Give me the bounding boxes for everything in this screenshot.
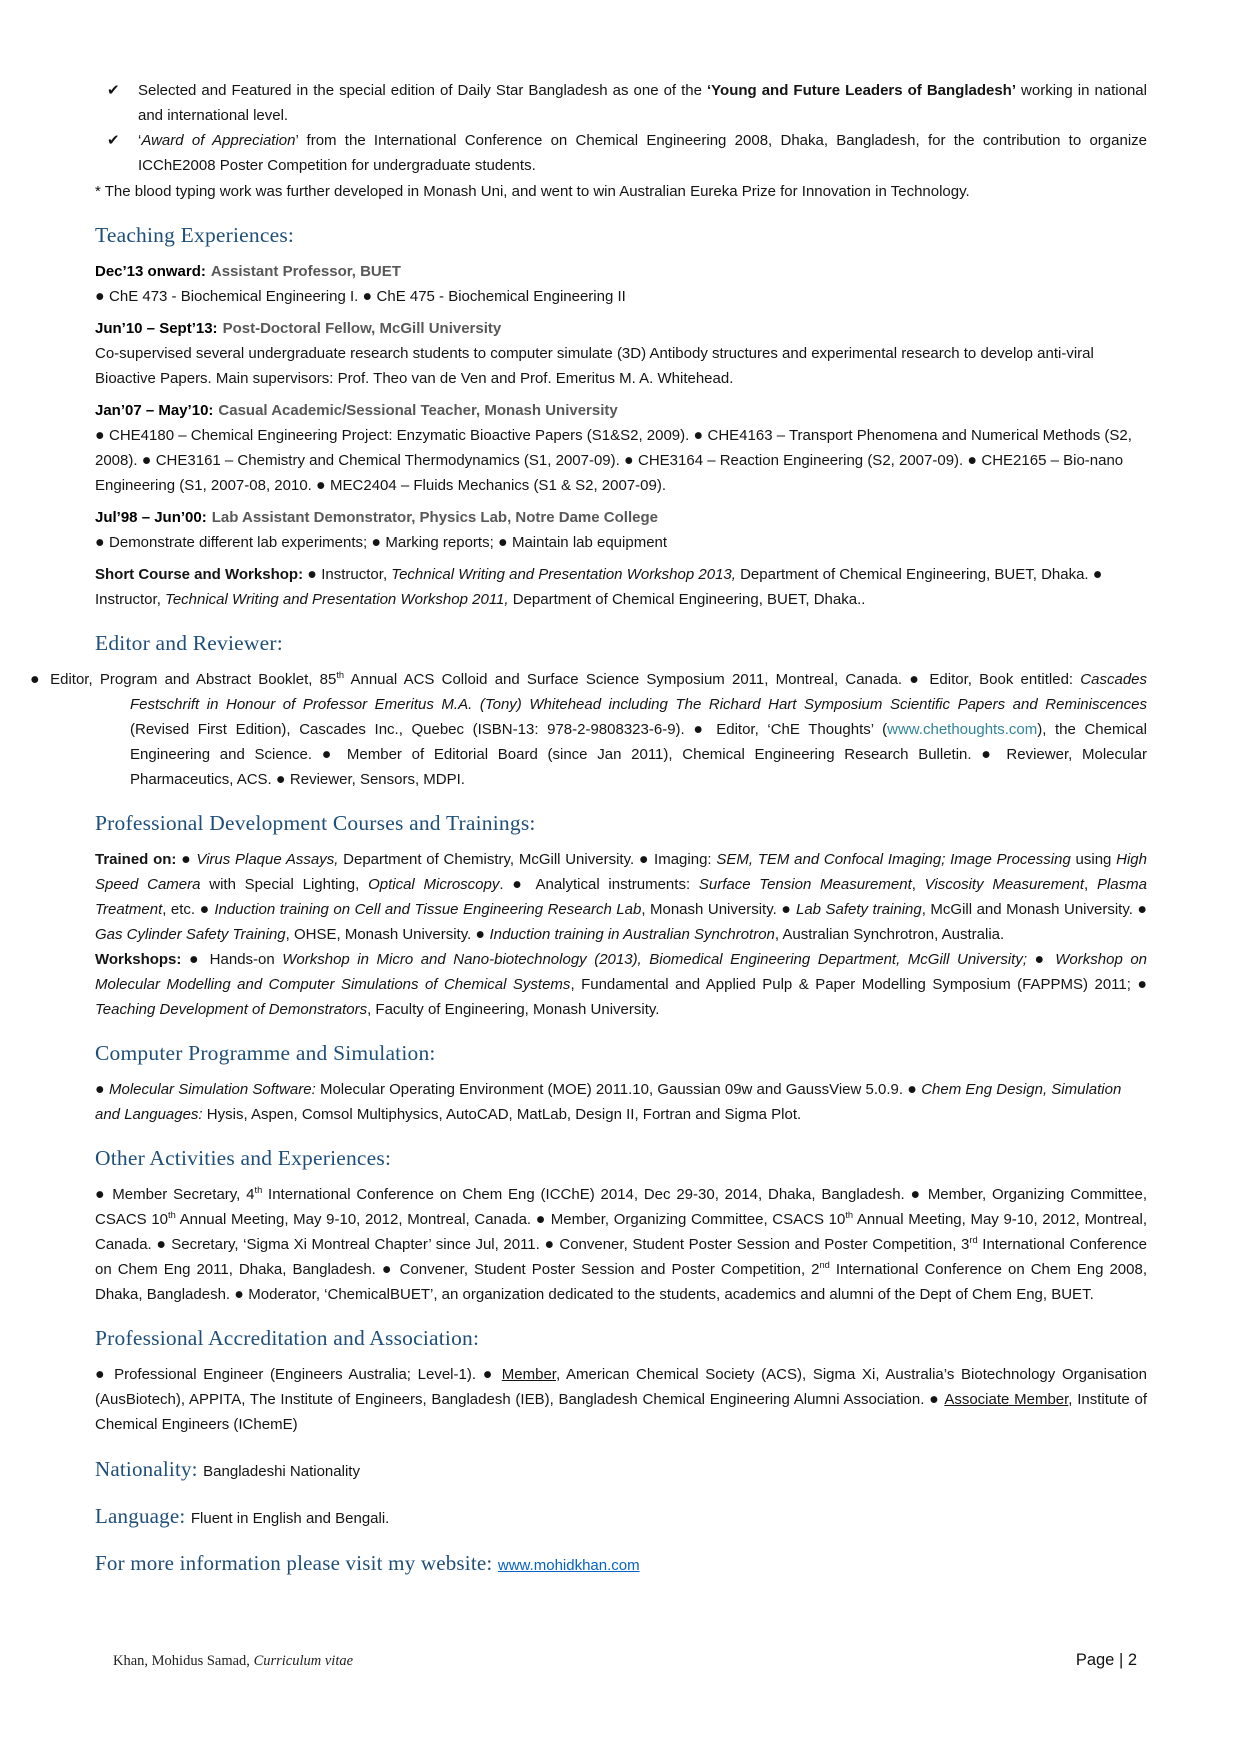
text-run: Maintain lab equipment [511,533,668,551]
text-run: , [1084,875,1097,893]
other-activities-paragraph [95,1182,1147,1307]
text-run: Teaching Development of Demonstrators [95,1000,368,1018]
text-run: Professional Engineer (Engineers Australia; Level-1). [114,1365,483,1383]
entry-dates: Jul’98 – Jun’00: [95,508,207,526]
text-run: Trained on: [95,850,182,868]
text-run: Department of Chemical Engineering, BUET, Dhaka.. [508,590,866,608]
entry-body [95,341,1147,391]
computer-paragraph [95,1077,1147,1127]
text-run: Editor, Book entitled: [929,670,1081,688]
text-run: CHE4163 – Transport Phenomena and Numerical Methods (S2, 2008). [95,426,1132,469]
text-run: Molecular Simulation Software: [109,1080,316,1098]
text-run: CHE3161 – Chemistry and Chemical Thermodynamics (S1, 2007-09). [155,451,624,469]
text-run: ● [95,426,110,444]
text-run: ● [1034,950,1056,968]
entry-head [95,505,1147,530]
text-run: ● [482,1365,502,1383]
text-run: Member Secretary, 4 [112,1185,255,1203]
text-run: ● [95,533,110,551]
check-icon: ✔ [107,132,120,149]
text-run: Lab Safety training [795,900,922,918]
text-run: Hands-on [209,950,283,968]
text-run: Marking reports; [385,533,498,551]
text-run: Editor, Program and Abstract Booklet, 85 [50,670,337,688]
entry-body [95,423,1147,498]
text-run: ● [638,850,655,868]
text-run: Gas Cylinder Safety Training [95,925,286,943]
text-run: Language: [95,1503,191,1528]
entry-body [95,284,1147,309]
text-run: ● [693,720,717,738]
text-run: th [845,1209,854,1220]
entry-title: Post-Doctoral Fellow, McGill University [222,319,502,337]
text-run: ● [512,875,536,893]
text-run: Workshops: [95,950,189,968]
text-run: ChE 475 - Biochemical Engineering II [376,287,626,305]
text-run: Molecular Operating Environment (MOE) 2011.10, Gaussian 09w and GaussView 5.0.9. [315,1080,908,1098]
text-run: ● [234,1285,249,1303]
text-run: ‘Young and Future Leaders of Bangladesh’ [706,82,1017,99]
text-run: Instructor, [95,590,166,608]
text-run: . [499,875,513,893]
entry-dates: Dec’13 onward: [95,262,206,280]
text-run: Convener, Student Poster Session and Poster Competition, 2 [399,1260,820,1278]
text-run: ● [1092,565,1103,583]
footnote [95,179,1147,204]
text-run: ● [362,287,377,305]
text-run: Bangladeshi Nationality [203,1462,360,1480]
text-run: Workshop on Molecular Modelling and Computer Simulations of Chemical Systems [95,950,1147,993]
entry-head [95,316,1147,341]
text-run: Annual Meeting, May 9-10, 2012, Montreal, Canada. [95,1210,1147,1253]
text-run: , McGill and Monash University. [921,900,1138,918]
text-run: ● [910,1185,928,1203]
text-run: , American Chemical Society (ACS), Sigma Xi, Australia’s Biotechnology Organisation (AusBiotech), APPITA, The Institute of Engineers, Bangladesh (IEB), Bangladesh Chemical Engineering Alumni Association. [95,1365,1147,1408]
editor-paragraph [30,667,1147,792]
award-item-text [138,82,1147,124]
text-run: , OHSE, Monash University. [285,925,476,943]
text-run: ● [95,1365,115,1383]
text-run: ● [1137,975,1147,993]
text-run: Annual ACS Colloid and Surface Science Symposium 2011, Montreal, Canada. [344,670,910,688]
text-run: ● [199,900,215,918]
text-run: ‘ [138,132,142,149]
text-run: Reviewer, Sensors, MDPI. [289,770,465,788]
footer-page-number: Page | 2 [1075,1651,1137,1669]
text-run: Nationality: [95,1456,204,1481]
text-run: ● [181,850,197,868]
text-run: th [168,1209,176,1220]
footer [113,1648,1137,1674]
text-run: nd [819,1259,830,1270]
awards-list [95,78,1147,204]
text-run: , Fundamental and Applied Pulp & Paper Modelling Symposium (FAPPMS) 2011; [570,975,1138,993]
section-heading-teaching: Teaching Experiences: [95,223,295,247]
text-run: Viscosity Measurement [924,875,1085,893]
text-run: ● [188,950,210,968]
section-heading-editor: Editor and Reviewer: [95,630,283,655]
text-run: rd [969,1234,978,1245]
text-run: Instructor, [321,565,392,583]
accreditation-paragraph [95,1362,1147,1437]
text-run: ● [95,1080,110,1098]
text-run: Curriculum vitae [253,1653,354,1669]
text-run: High Speed Camera [95,850,1147,893]
text-run: ● [156,1235,172,1253]
text-run: Khan, Mohidus Samad, [113,1653,254,1669]
text-run: Technical Writing and Presentation Workshop 2011, [165,590,509,608]
text-run: ● [623,451,638,469]
text-run: ● [475,925,490,943]
text-run: ● [316,476,331,494]
text-run: Selected and Featured in the special edition of Daily Star Bangladesh as one of the [138,82,707,99]
section-heading-accreditation: Professional Accreditation and Association: [95,1325,480,1350]
text-run: ’ from the International Conference on Chemical Engineering 2008, Dhaka, Bangladesh, for the contribution to organize ICChE2008 Poster Competition for undergraduate students. [138,132,1148,174]
text-run: Member [501,1365,556,1383]
text-run: Cascades Festschrift in Honour of Professor Emeritus M.A. (Tony) Whitehead including The Richard Hart Symposium Scientific Papers and Reminiscences [130,670,1147,713]
text-run: Plasma Treatment [95,875,1147,918]
website-line [95,1551,1147,1578]
check-icon: ✔ [107,82,120,99]
entry-body [95,530,1147,555]
text-run: ● [321,745,347,763]
text-run: Convener, Student Poster Session and Poster Competition, 3 [559,1235,970,1253]
text-run: Associate Member [944,1390,1069,1408]
text-run: Award of Appreciation [141,132,296,149]
text-run: working in national and international level. [138,82,1147,124]
entry-dates: Jun’10 – Sept’13: [95,319,218,337]
language-line [95,1504,1147,1531]
section-heading-other: Other Activities and Experiences: [95,1145,392,1170]
text-run: Virus Plaque Assays, [196,850,339,868]
award-item [107,128,1147,178]
text-run: ● [967,451,982,469]
text-run: Department of Chemistry, McGill University. [338,850,639,868]
text-run: ● [497,533,512,551]
text-run: using [1070,850,1117,868]
text-run: (Revised First Edition), Cascades Inc., Quebec (ISBN-13: 978-2-9808323-6-9). [130,720,694,738]
text-run [1027,951,1035,968]
text-run: Imaging: [654,850,717,868]
text-run: ChE 473 - Biochemical Engineering I. [109,287,363,305]
text-run: ● [141,451,156,469]
text-run: , Institute of Chemical Engineers (IChemE) [95,1390,1148,1433]
text-run: Technical Writing and Presentation Workshop 2013, [391,565,736,583]
text-run: Department of Chemical Engineering, BUET, Dhaka. [735,565,1093,583]
text-run: For more information please visit my website: [95,1550,498,1575]
text-run: th [254,1184,263,1195]
text-run: Short Course and Workshop: [95,565,308,583]
text-run: ● [909,670,930,688]
entry-title: Casual Academic/Sessional Teacher, Monash University [218,401,618,419]
text-run: Fluent in English and Bengali. [190,1509,390,1527]
entry-title: Assistant Professor, BUET [210,262,401,280]
text-run: th [336,669,345,680]
text-run: CHE4180 – Chemical Engineering Project: Enzymatic Bioactive Papers (S1&S2, 2009). [109,426,694,444]
text-run: Member, Organizing Committee, CSACS 10 [95,1185,1147,1228]
text-run: , Australian Synchrotron, Australia. [774,925,1005,943]
nationality-line [95,1457,1147,1484]
text-run: ), the Chemical Engineering and Science. [130,720,1147,763]
award-item-text [138,132,1147,174]
text-run: ● [371,533,386,551]
text-run: Analytical instruments: [535,875,699,893]
text-run: Annual Meeting, May 9-10, 2012, Montreal, Canada. [175,1210,536,1228]
trained-paragraph [95,847,1147,947]
text-run: ● [30,670,51,688]
chethoughts-link[interactable]: www.chethoughts.com [887,720,1038,738]
text-run: ● [929,1390,945,1408]
text-run: ● [95,1185,113,1203]
text-run: ● [544,1235,560,1253]
footer-author [113,1649,353,1674]
text-run: ● [307,565,322,583]
text-run: ● [693,426,708,444]
entry-head [95,398,1147,423]
text-run: Induction training on Cell and Tissue Engineering Research Lab [214,900,642,918]
entry-head [95,259,1147,284]
text-run: Moderator, ‘ChemicalBUET’, an organization dedicated to the students, academics and alumni of the Dept of Chem Eng, BUET. [248,1285,1094,1303]
text-run: Co-supervised several undergraduate research students to computer simulate (3D) Antibody structures and experimental research to develop anti-viral Bioactive Papers. Main supervisors: Prof. Theo van de Ven and Prof. Emeritus M. A. Whitehead. [95,344,1094,387]
text-run: Surface Tension Measurement [698,875,912,893]
text-run: Editor, ‘ChE Thoughts’ ( [716,720,888,738]
entry-dates: Jan’07 – May’10: [95,401,214,419]
text-run: ● [981,745,1007,763]
text-run: * The blood typing work was further developed in Monash Uni, and went to win Australian Eureka Prize for Innovation in Technology. [95,183,970,200]
text-run: ● [275,770,290,788]
text-run: International Conference on Chem Eng 2011, Dhaka, Bangladesh. [95,1235,1148,1278]
entry-title: Lab Assistant Demonstrator, Physics Lab, Notre Dame College [211,508,658,526]
text-run: Workshop in Micro and Nano-biotechnology (2013), Biomedical Engineering Department, McGill University; [282,950,1027,968]
text-run: Member, Organizing Committee, CSACS 10 [550,1210,846,1228]
short-course-paragraph [95,562,1147,612]
text-run: International Conference on Chem Eng (ICChE) 2014, Dec 29-30, 2014, Dhaka, Bangladesh. [262,1185,911,1203]
text-run: , [911,875,925,893]
workshops-paragraph [95,947,1147,1022]
text-run: with Special Lighting, [200,875,369,893]
text-run: Optical Microscopy [368,875,500,893]
text-run: , etc. [162,900,200,918]
text-run: ● [95,287,110,305]
text-run: ● [381,1260,400,1278]
text-run: CHE3164 – Reaction Engineering (S2, 2007-09). [638,451,968,469]
mohidkhan-link[interactable]: www.mohidkhan.com [497,1556,640,1574]
text-run: ● [781,900,796,918]
text-run: International Conference on Chem Eng 2008, Dhaka, Bangladesh. [95,1260,1148,1303]
award-item [107,78,1147,128]
text-run: , Faculty of Engineering, Monash University. [367,1000,660,1018]
text-run: Secretary, ‘Sigma Xi Montreal Chapter’ since Jul, 2011. [171,1235,545,1253]
text-run: CHE2165 – Bio-nano Engineering (S1, 2007-08, 2010. [95,451,1124,494]
text-run: Chem Eng Design, Simulation and Languages: [95,1080,1122,1123]
text-run: MEC2404 – Fluids Mechanics (S1 & S2, 2007-09). [330,476,667,494]
text-run: ● [907,1080,922,1098]
text-run: ● [1137,900,1148,918]
text-run: SEM, TEM and Confocal Imaging; Image Processing [716,850,1071,868]
text-run: Demonstrate different lab experiments; [109,533,372,551]
text-run: Reviewer, Molecular Pharmaceutics, ACS. [130,745,1148,788]
text-run: Induction training in Australian Synchrotron [489,925,775,943]
text-run: Hysis, Aspen, Comsol Multiphysics, AutoCAD, MatLab, Design II, Fortran and Sigma Plot. [202,1105,802,1123]
text-run: Member of Editorial Board (since Jan 2011), Chemical Engineering Research Bulletin. [346,745,982,763]
text-run: , Monash University. [641,900,782,918]
section-heading-computer: Computer Programme and Simulation: [95,1040,436,1065]
section-heading-profdev: Professional Development Courses and Trainings: [95,810,536,835]
text-run: ● [535,1210,551,1228]
